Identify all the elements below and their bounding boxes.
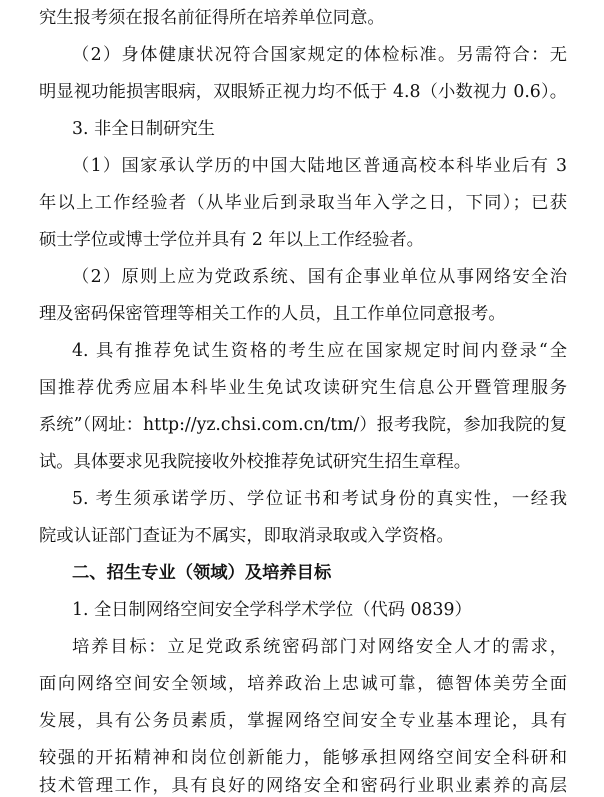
text-line: 1. 全日制网络空间安全学科学术学位（代码 0839） bbox=[72, 600, 472, 620]
text-line: 面向网络空间安全领域，培养政治上忠诚可靠，德智体美劳全面 bbox=[39, 674, 567, 694]
section-heading: 二、招生专业（领域）及培养目标 bbox=[72, 563, 332, 583]
text-line: 发展，具有公务员素质，掌握网络空间安全专业基本理论，具有 bbox=[39, 711, 567, 731]
text-line: 试。具体要求见我院接收外校推荐免试研究生招生章程。 bbox=[39, 452, 472, 472]
text-line: 理及密码保密管理等相关工作的人员，且工作单位同意报考。 bbox=[39, 304, 506, 324]
text-line: （2）身体健康状况符合国家规定的体检标准。另需符合：无 bbox=[72, 45, 567, 65]
text-line: 硕士学位或博士学位并具有 2 年以上工作经验者。 bbox=[39, 230, 424, 250]
text-line: 5. 考生须承诺学历、学位证书和考试身份的真实性，一经我 bbox=[72, 489, 567, 509]
text-line: 系统”（网址：http://yz.chsi.com.cn/tm/）报考我院，参加我院的复 bbox=[39, 415, 567, 435]
text-line: 国推荐优秀应届本科毕业生免试攻读研究生信息公开暨管理服务 bbox=[39, 378, 567, 398]
text-line: 明显视功能损害眼病，双眼矫正视力均不低于 4.8（小数视力 0.6）。 bbox=[39, 82, 567, 102]
text-line: 究生报考须在报名前征得所在培养单位同意。 bbox=[39, 8, 385, 28]
text-line: （2）原则上应为党政系统、国有企事业单位从事网络安全治 bbox=[72, 267, 567, 287]
text-line: 年以上工作经验者（从毕业后到录取当年入学之日，下同）；已获 bbox=[39, 193, 567, 213]
text-line: 院或认证部门查证为不属实，即取消录取或入学资格。 bbox=[39, 526, 454, 546]
text-line: 4. 具有推荐免试生资格的考生应在国家规定时间内登录“全 bbox=[72, 341, 567, 361]
text-line: 技术管理工作，具有良好的网络安全和密码行业职业素养的高层 bbox=[39, 776, 567, 796]
text-line: （1）国家承认学历的中国大陆地区普通高校本科毕业后有 3 bbox=[72, 156, 567, 176]
text-line: 3. 非全日制研究生 bbox=[72, 119, 215, 139]
text-line: 培养目标：立足党政系统密码部门对网络安全人才的需求， bbox=[72, 637, 567, 657]
text-line: 较强的开拓精神和岗位创新能力，能够承担网络空间安全科研和 bbox=[39, 748, 567, 768]
